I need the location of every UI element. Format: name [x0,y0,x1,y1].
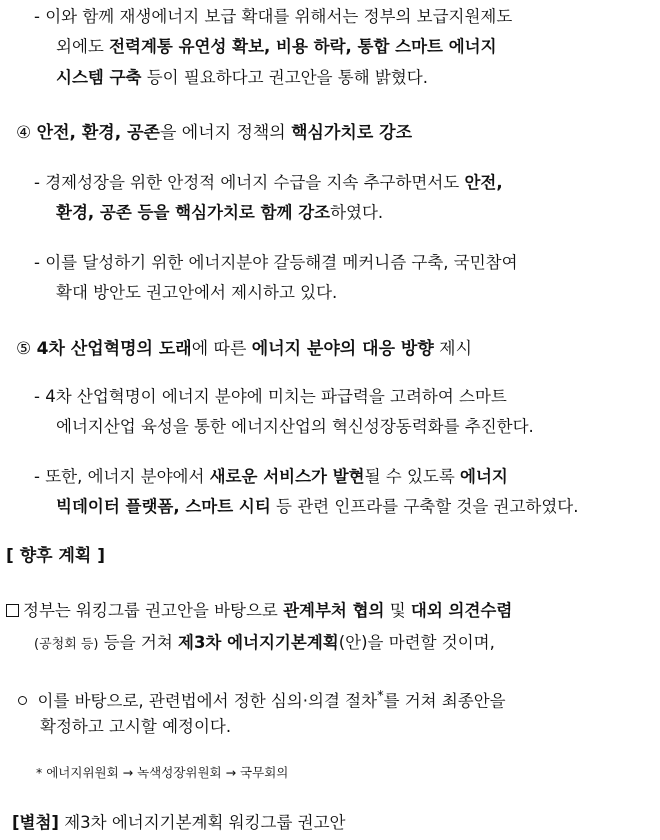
text-line: - 또한, 에너지 분야에서 새로운 서비스가 발현될 수 있도록 에너지 [34,467,508,486]
text-line: 환경, 공존 등을 핵심가치로 함께 강조하였다. [56,203,384,222]
checkbox-square-icon [6,604,19,617]
text-line: 외에도 전력계통 유연성 확보, 비용 하락, 통합 스마트 에너지 [56,37,497,56]
subheading-4: ④ 안전, 환경, 공존을 에너지 정책의 핵심가치로 강조 [16,123,412,143]
plan-line: (공청회 등) 등을 거쳐 제3차 에너지기본계획(안)을 마련할 것이며, [34,633,495,652]
attachment-label: [별첨] [12,813,59,832]
plan-line: 확정하고 고시할 예정이다. [40,717,232,736]
plan-line: 정부는 워킹그룹 권고안을 바탕으로 관계부처 협의 및 대외 의견수렴 [6,600,512,622]
attachment-text: 제3차 에너지기본계획 워킹그룹 권고안 [58,813,346,832]
text-line: 빅데이터 플랫폼, 스마트 시티 등 관련 인프라를 구축할 것을 권고하였다. [56,497,579,516]
attachment-line [12,812,345,834]
text-line: 확대 방안도 권고안에서 제시하고 있다. [56,283,338,302]
text-line: - 이를 달성하기 위한 에너지분야 갈등해결 메커니즘 구축, 국민참여 [34,253,518,272]
text-line: - 4차 산업혁명이 에너지 분야에 미치는 파급력을 고려하여 스마트 [34,387,507,406]
text-line: 에너지산업 육성을 통한 에너지산업의 혁신성장동력화를 추진한다. [56,417,534,436]
text-line: - 이와 함께 재생에너지 보급 확대를 위해서는 정부의 보급지원제도 [34,7,513,26]
footnote: * 에너지위원회 → 녹색성장위원회 → 국무회의 [36,765,289,780]
text-line: - 경제성장을 위한 안정적 에너지 수급을 지속 추구하면서도 안전, [34,173,503,192]
text-line: 시스템 구축 등이 필요하다고 권고안을 통해 밝혔다. [56,68,428,87]
plan-line: 이를 바탕으로, 관련법에서 정한 심의·의결 절차*를 거쳐 최종안을 [18,686,506,713]
bullet-circle-icon [18,696,27,705]
subheading-5: ⑤ 4차 산업혁명의 도래에 따른 에너지 분야의 대응 방향 제시 [16,339,473,359]
section-title: [ 향후 계획 ] [6,546,105,566]
